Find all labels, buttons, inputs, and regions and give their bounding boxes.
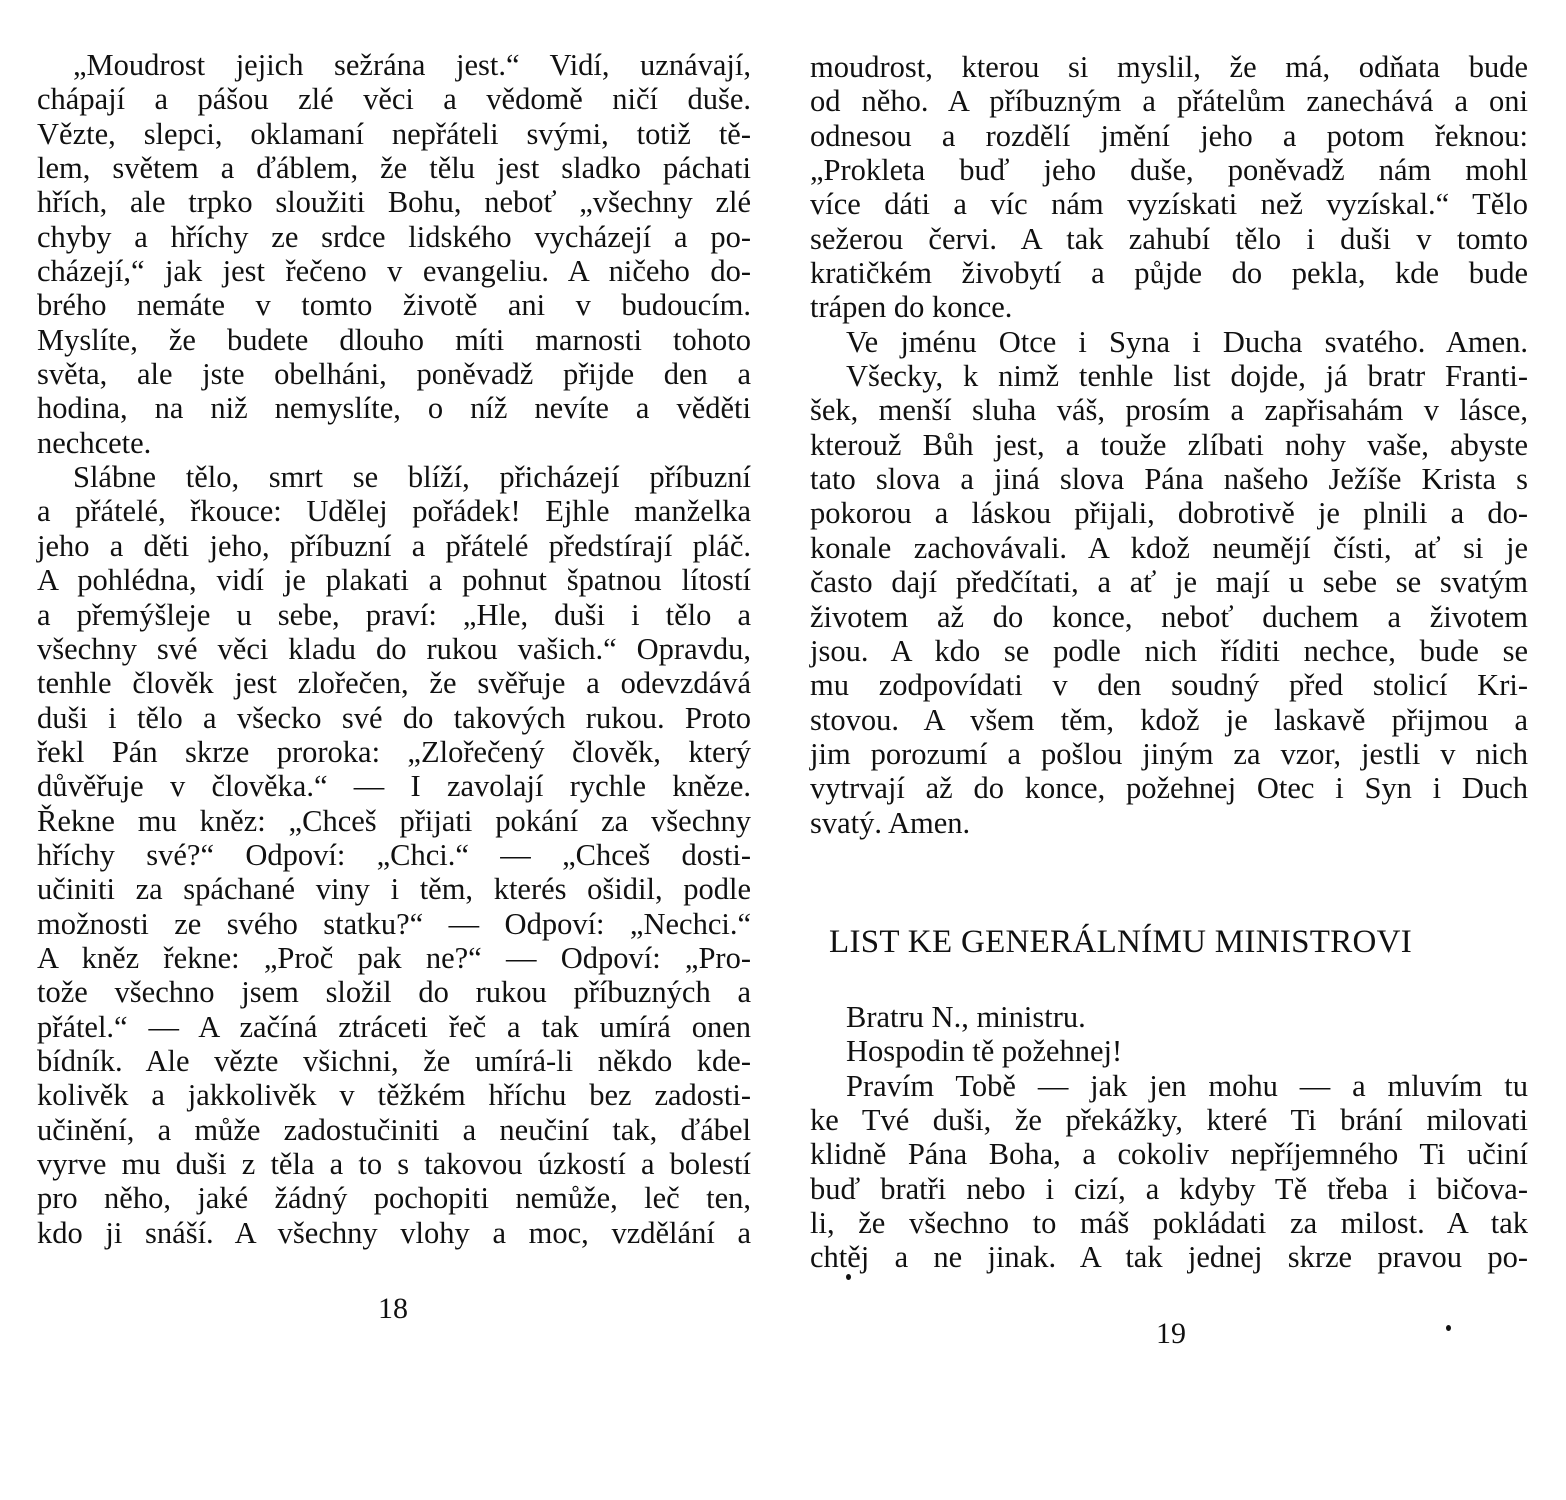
text-line: učinění, a může zadostučiniti a neučiní tak, ďábel: [37, 1112, 751, 1147]
text-line: důvěřuje v člověka.“ — I zavolají rychle kněze.: [37, 769, 751, 804]
text-line: tato slova a jiná slova Pána našeho Ježíše Krista s: [810, 462, 1528, 497]
text-line: jeho a děti jeho, příbuzní a přátelé předstírají pláč.: [37, 528, 751, 563]
letter-text-column: [810, 1000, 1528, 1275]
text-line: Myslíte, že budete dlouho míti marnosti tohoto: [37, 322, 751, 357]
text-line: kdo ji snáší. A všechny vlohy a moc, vzdělání a: [37, 1215, 751, 1250]
text-line: brého nemáte v tomto životě ani v budoucím.: [37, 288, 751, 323]
chapter-heading: LIST KE GENERÁLNÍMU MINISTROVI: [829, 924, 1413, 960]
text-line: učiniti za spáchané viny i těm, kterés ošidil, podle: [37, 872, 751, 907]
text-line: A kněz řekne: „Proč pak ne?“ — Odpoví: „Pro-: [37, 940, 751, 975]
text-line: možnosti ze svého statku?“ — Odpoví: „Nechci.“: [37, 906, 751, 941]
text-line: chyby a hříchy ze srdce lidského vycházejí a po-: [37, 219, 751, 254]
text-line: klidně Pána Boha, a cokoliv nepříjemného Ti učiní: [810, 1137, 1528, 1172]
text-line: svatý. Amen.: [810, 805, 971, 840]
text-line: Řekne mu kněz: „Chceš přijati pokání za všechny: [37, 803, 751, 838]
text-line: konale zachovávali. A kdož neumějí čísti, ať si je: [810, 530, 1528, 565]
text-line: Pravím Tobě — jak jen mohu — a mluvím tu: [846, 1068, 1528, 1103]
text-line: přátel.“ — A začíná ztráceti řeč a tak umírá onen: [37, 1009, 751, 1044]
page-number-right: 19: [1156, 1317, 1186, 1350]
text-line: jim porozumí a pošlou jiným za vzor, jestli v nich: [810, 736, 1528, 771]
text-line: a přátelé, řkouce: Udělej pořádek! Ejhle manželka: [37, 494, 751, 529]
text-line: nechcete.: [37, 425, 152, 460]
text-line: hodina, na niž nemyslíte, o níž nevíte a věděti: [37, 391, 751, 426]
text-line: hřích, ale trpko sloužiti Bohu, neboť „všechny zlé: [37, 185, 751, 220]
text-line: Ve jménu Otce i Syna i Ducha svatého. Amen.: [846, 324, 1528, 359]
text-line: cházejí,“ jak jest řečeno v evangeliu. A ničeho do-: [37, 254, 751, 289]
text-line: kratičkém živobytí a půjde do pekla, kde bude: [810, 256, 1528, 291]
text-line: od něho. A příbuzným a přátelům zanechává a oni: [810, 84, 1528, 119]
text-line: jsou. A kdo se podle nich říditi nechce, bude se: [810, 633, 1528, 668]
text-line: duši i tělo a všecko své do takových rukou. Proto: [37, 700, 751, 735]
print-speck-mark: [846, 1274, 851, 1280]
text-line: Hospodin tě požehnej!: [846, 1034, 1123, 1069]
page-number-left: 18: [378, 1292, 408, 1325]
text-line: bídník. Ale vězte všichni, že umírá-li někdo kde-: [37, 1043, 751, 1078]
text-line: řekl Pán skrze proroka: „Zlořečený člověk, který: [37, 734, 751, 769]
text-line: moudrost, kterou si myslil, že má, odňata bude: [810, 50, 1528, 84]
text-line: „Prokleta buď jeho duše, poněvadž nám mohl: [810, 153, 1528, 188]
text-line: Bratru N., ministru.: [846, 1000, 1086, 1034]
text-line: více dáti a víc nám vyzískati než vyzískal.“ Tělo: [810, 187, 1528, 222]
text-line: vyrve mu duši z těla a to s takovou úzkostí a bolestí: [37, 1147, 751, 1181]
text-line: a přemýšleje u sebe, praví: „Hle, duši i tělo a: [37, 597, 751, 632]
text-line: sežerou červi. A tak zahubí tělo i duši v tomto: [810, 221, 1528, 256]
text-line: často dají předčítati, a ať je mají u sebe se svatým: [810, 565, 1528, 600]
text-line: šek, menší sluha váš, prosím a zapřisahám v lásce,: [810, 393, 1528, 428]
text-line: li, že všechno to máš pokládati za milost. A tak: [810, 1206, 1528, 1241]
text-line: odnesou a rozdělí jmění jeho a potom řeknou:: [810, 118, 1528, 153]
text-line: Vězte, slepci, oklamaní nepřáteli svými, totiž tě-: [37, 116, 751, 151]
text-line: ke Tvé duši, že překážky, které Ti brání milovati: [810, 1103, 1528, 1138]
text-line: tože všechno jsem složil do rukou příbuzných a: [37, 975, 751, 1010]
text-line: A pohlédna, vidí je plakati a pohnut špatnou lítostí: [37, 563, 751, 598]
text-line: tenhle člověk jest zlořečen, že svěřuje a odevzdává: [37, 666, 751, 701]
right-page: [783, 0, 1566, 1500]
text-line: hříchy své?“ Odpoví: „Chci.“ — „Chceš dosti-: [37, 837, 751, 872]
text-line: Slábne tělo, smrt se blíží, přicházejí příbuzní: [73, 460, 751, 495]
text-line: mu zodpovídati v den soudný před stolicí Kri-: [810, 668, 1528, 703]
text-line: pro něho, jaké žádný pochopiti nemůže, leč ten,: [37, 1181, 751, 1216]
print-speck-mark: [1446, 1325, 1451, 1331]
text-line: vytrvají až do konce, požehnej Otec i Syn i Duch: [810, 771, 1528, 806]
text-line: chtěj a ne jinak. A tak jednej skrze pravou po-: [810, 1240, 1528, 1275]
text-line: kterouž Bůh jest, a touže zlíbati nohy vaše, abyste: [810, 427, 1528, 462]
text-line: kolivěk a jakkolivěk v těžkém hříchu bez zadosti-: [37, 1078, 751, 1113]
text-line: světa, ale jste obelháni, poněvadž přijde den a: [37, 357, 751, 392]
text-line: Všecky, k nimž tenhle list dojde, já bratr Franti-: [846, 359, 1528, 394]
text-line: trápen do konce.: [810, 290, 1013, 325]
text-line: buď bratři nebo i cizí, a kdyby Tě třeba i bičova-: [810, 1171, 1528, 1206]
text-line: všechny své věci kladu do rukou vašich.“ Opravdu,: [37, 631, 751, 666]
right-page-text-column: [810, 50, 1528, 840]
text-line: stovou. A všem těm, kdož je laskavě přijmou a: [810, 702, 1528, 737]
left-page-text-column: [37, 48, 751, 1250]
text-line: chápají a pášou zlé věci a vědomě ničí duše.: [37, 82, 751, 117]
text-line: pokorou a láskou přijali, dobrotivě je plnili a do-: [810, 496, 1528, 531]
text-line: „Moudrost jejich sežrána jest.“ Vidí, uznávají,: [73, 48, 751, 82]
text-line: životem až do konce, neboť duchem a životem: [810, 599, 1528, 634]
text-line: lem, světem a ďáblem, že tělu jest sladko páchati: [37, 151, 751, 186]
